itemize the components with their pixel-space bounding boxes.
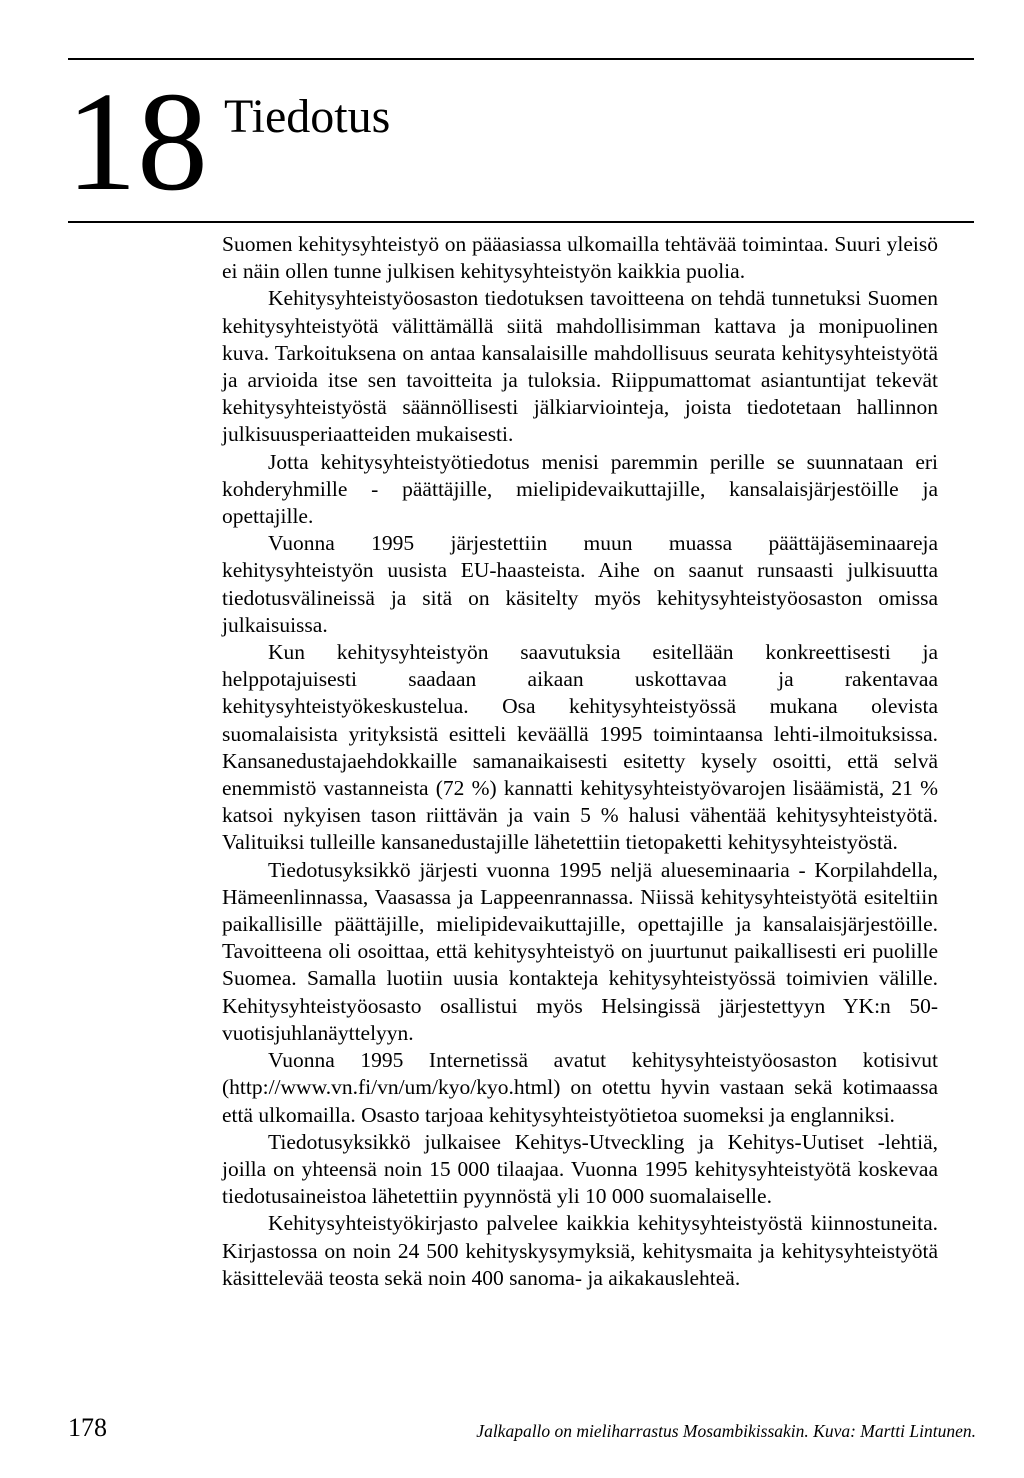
page-number: 178 xyxy=(68,1413,107,1442)
paragraph: Kehitysyhteistyöosaston tiedotuksen tavoitteena on tehdä tunnetuksi Suomen kehitysyhteistyötä välittämällä siitä mahdollisimman kattava ja monipuolinen kuva. Tarkoituksena on antaa kansalaisille mahdollisuus seurata kehitysyhteistyötä ja arvioida itse sen tavoitteita ja tuloksia. Riippumattomat asiantuntijat tekevät kehitysyhteistyöstä säännöllisesti jälkiarviointeja, joista tiedotetaan hallinnon julkisuusperiaatteiden mukaisesti. xyxy=(222,286,938,447)
paragraph: Vuonna 1995 järjestettiin muun muassa päättäjäseminaareja kehitysyhteistyön uusista EU-haasteista. Aihe on saanut runsaasti julkisuutta tiedotusvälineissä ja sitä on käsitelty myös kehitysyhteistyöosaston omissa julkaisuissa. xyxy=(222,531,938,637)
paragraph: Suomen kehitysyhteistyö on pääasiassa ulkomailla tehtävää toimintaa. Suuri yleisö ei näin ollen tunne julkisen kehitysyhteistyön kaikkia puolia. xyxy=(222,232,938,284)
paragraph: Tiedotusyksikkö julkaisee Kehitys-Utveckling ja Kehitys-Uutiset -lehtiä, joilla on yhteensä noin 15 000 tilaajaa. Vuonna 1995 kehitysyhteistyötä koskevaa tiedotusaineistoa lähetettiin pyynnöstä yli 10 000 suomalaiselle. xyxy=(222,1129,938,1209)
photo-caption: Jalkapallo on mieliharrastus Mosambikissakin. Kuva: Martti Lintunen. xyxy=(476,1421,976,1441)
paragraph: Vuonna 1995 Internetissä avatut kehitysyhteistyöosaston kotisivut (http://www.vn.fi/vn/um/kyo/kyo.html) on otettu hyvin vastaan sekä kotimaassa että ulkomailla. Osasto tarjoaa kehitysyhteistyötietoa suomeksi ja englanniksi. xyxy=(222,1048,938,1127)
paragraph: Jotta kehitysyhteistyötiedotus menisi paremmin perille se suunnataan eri kohderyhmille - päättäjille, mielipidevaikuttajille, kansalaisjärjestöille ja opettajille. xyxy=(222,449,938,529)
paragraph: Kun kehitysyhteistyön saavutuksia esitellään konkreettisesti ja helppotajuisesti saadaan aikaan uskottavaa ja rakentavaa kehitysyhteistyökeskustelua. Osa kehitysyhteistyössä mukana olevista suomalaisista yrityksistä esitteli keväällä 1995 toimintaansa lehti-ilmoituksissa. Kansanedustajaehdokkaille samanaikaisesti esitetty kysely osoitti, että selvä enemmistö vastanneista (72 %) kannatti kehitysyhteistyövarojen lisäämistä, 21 % katsoi nykyisen tason riittävän ja vain 5 % halusi vähentää kehitysyhteistyötä. Valituiksi tulleille kansanedustajille lähetettiin tietopaketti kehitysyhteistyöstä. xyxy=(222,640,938,855)
paragraph: Kehitysyhteistyökirjasto palvelee kaikkia kehitysyhteistyöstä kiinnostuneita. Kirjastossa on noin 24 500 kehityskysymyksiä, kehitysmaita ja kehitysyhteistyötä käsittelevää teosta sekä noin 400 sanoma- ja aikakauslehteä. xyxy=(222,1211,938,1290)
chapter-number: 18 xyxy=(66,62,208,220)
paragraph: Tiedotusyksikkö järjesti vuonna 1995 neljä alueseminaaria - Korpilahdella, Hämeenlinnassa, Vaasassa ja Lappeenrannassa. Niissä kehitysyhteistyötä esiteltiin paikallisille päättäjille, mielipidevaikuttajille, opettajille ja kansalaisjärjestöille. Tavoitteena oli osoittaa, että kehitysyhteistyö on juurtunut paikallisesti eri puolille Suomea. Samalla luotiin uusia kontakteja kehitysyhteistyössä toimivien välille. Kehitysyhteistyöosasto osallistui myös Helsingissä järjestettyyn YK:n 50-vuotisjuhlanäyttelyyn. xyxy=(222,857,938,1045)
top-rule xyxy=(68,58,974,60)
heading-rule xyxy=(68,221,974,223)
chapter-title: Tiedotus xyxy=(224,90,391,143)
body-text xyxy=(222,231,938,1292)
